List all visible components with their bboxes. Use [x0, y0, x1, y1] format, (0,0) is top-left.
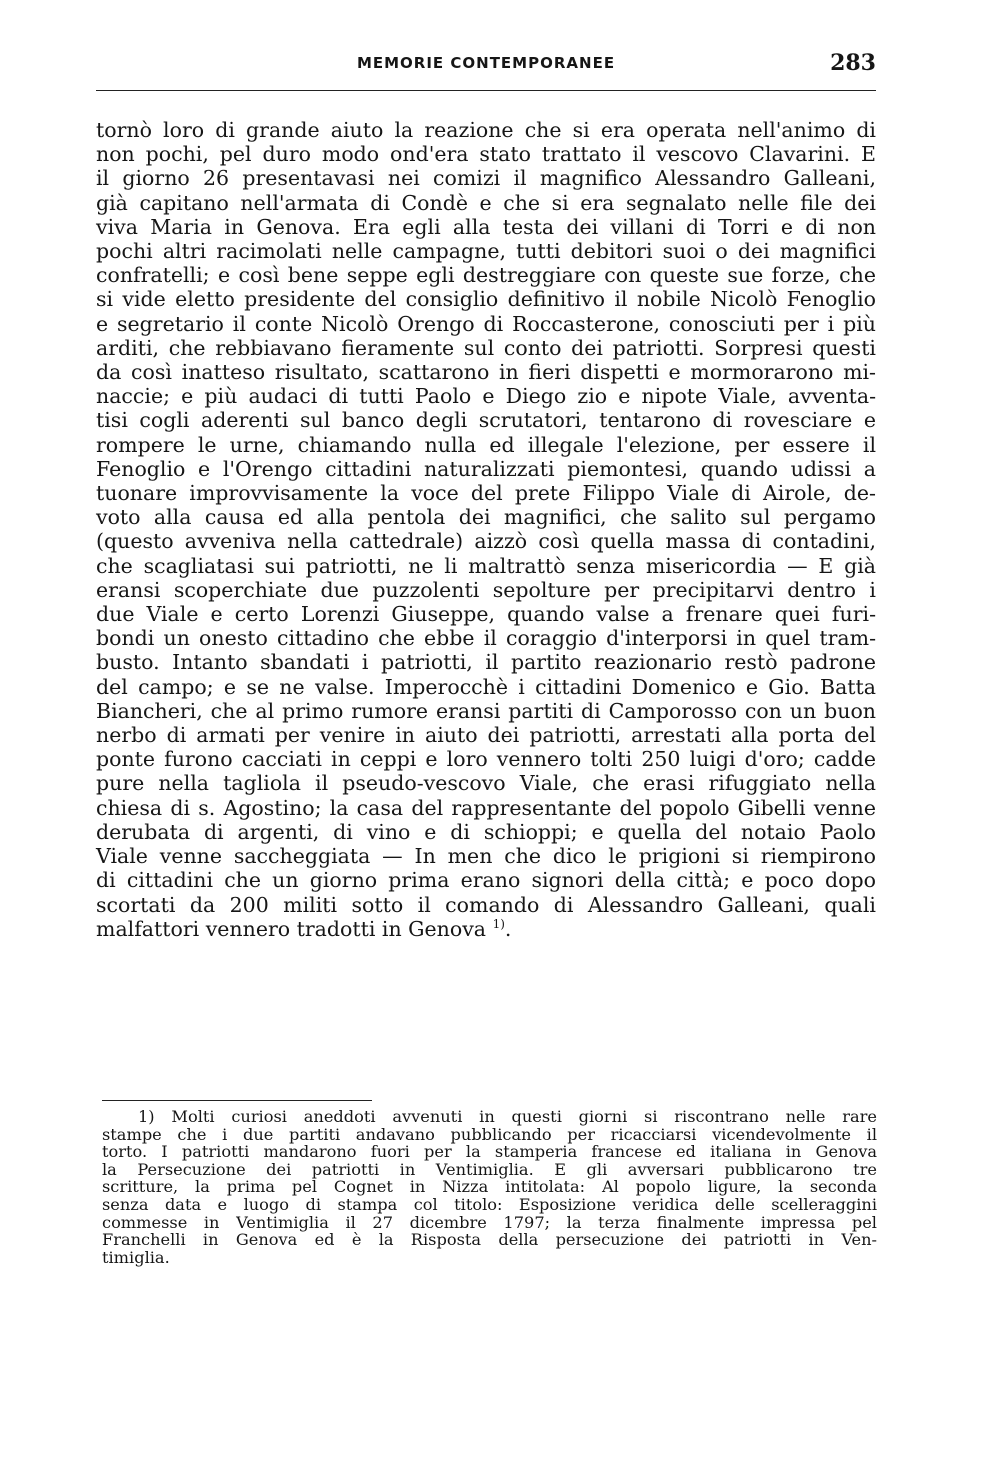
- page-number: 283: [830, 50, 876, 76]
- body-line: eransi scoperchiate due puzzolenti sepolture per precipitarvi dentro i: [96, 577, 876, 602]
- body-line: pochi altri racimolati nelle campagne, tutti debitori suoi o dei magnifici: [96, 239, 876, 264]
- body-line: e segretario il conte Nicolò Orengo di Roccasterone, conosciuti per i più: [96, 311, 876, 336]
- footnote-line: torto. I patriotti mandarono fuori per la stamperia francese ed italiana in Genova: [102, 1142, 877, 1162]
- body-line: si vide eletto presidente del consiglio definitivo il nobile Nicolò Fenoglio: [96, 287, 876, 312]
- body-line: tornò loro di grande aiuto la reazione che si era operata nell'animo di: [96, 118, 876, 142]
- running-head: [96, 50, 876, 80]
- running-title: MEMORIE CONTEMPORANEE: [356, 54, 616, 72]
- body-line: bondi un onesto cittadino che ebbe il coraggio d'interporsi in quel tram-: [96, 626, 876, 651]
- body-line: (questo avveniva nella cattedrale) aizzò così quella massa di contadini,: [96, 529, 876, 554]
- footnote-rule: [102, 1100, 372, 1101]
- body-line: scortati da 200 militi sotto il comando di Alessandro Galleani, quali: [96, 892, 876, 917]
- body-line: voto alla causa ed alla pentola dei magnifici, che salito sul pergamo: [96, 505, 876, 530]
- body-line: rompere le urne, chiamando nulla ed illegale l'elezione, per essere il: [96, 432, 876, 457]
- footnote-line: 1) Molti curiosi aneddoti avvenuti in questi giorni si riscontrano nelle rare: [138, 1107, 877, 1126]
- body-line: che scagliatasi sui patriotti, ne li maltrattò senza misericordia — E già: [96, 553, 876, 578]
- footnote-line: la Persecuzione dei patriotti in Ventimiglia. E gli avversari pubblicarono tre: [102, 1159, 877, 1179]
- body-line: da così inatteso risultato, scattarono in fieri dispetti e mormorarono mi-: [96, 360, 876, 385]
- body-line: confratelli; e così bene seppe egli destreggiare con queste sue forze, che: [96, 263, 876, 288]
- footnote-line: commesse in Ventimiglia il 27 dicembre 1797; la terza finalmente impressa pel: [102, 1212, 877, 1232]
- body-line: già capitano nell'armata di Condè e che si era segnalato nelle file dei: [96, 190, 876, 215]
- body-line: due Viale e certo Lorenzi Giuseppe, quando valse a frenare quei furi-: [96, 602, 876, 627]
- footnote-reference: 1): [492, 916, 505, 931]
- body-line: Biancheri, che al primo rumore eransi partiti di Camporosso con un buon: [96, 698, 876, 723]
- body-line-text: malfattori vennero tradotti in Genova: [96, 916, 487, 941]
- body-line: busto. Intanto sbandati i patriotti, il partito reazionario restò padrone: [96, 650, 876, 675]
- body-line: pure nella tagliola il pseudo-vescovo Viale, che erasi rifuggiato nella: [96, 771, 876, 796]
- footnote-line: scritture, la prima pel Cognet in Nizza intitolata: Al popolo ligure, la seconda: [102, 1177, 877, 1197]
- footnote-line: senza data e luogo di stampa col titolo: Esposizione veridica delle scelleraggini: [102, 1194, 877, 1214]
- body-line: di cittadini che un giorno prima erano signori della città; e poco dopo: [96, 868, 876, 893]
- closing-period: .: [504, 916, 512, 941]
- body-line: tuonare improvvisamente la voce del prete Filippo Viale di Airole, de-: [96, 481, 876, 506]
- footnote-line: Franchelli in Genova ed è la Risposta della persecuzione dei patriotti in Ven-: [102, 1230, 877, 1250]
- body-text: [96, 118, 876, 941]
- body-line: del campo; e se ne valse. Imperocchè i cittadini Domenico e Gio. Batta: [96, 674, 876, 699]
- body-line: tisi cogli aderenti sul banco degli scrutatori, tentarono di rovesciare e: [96, 408, 876, 433]
- body-line: Fenoglio e l'Orengo cittadini naturalizzati piemontesi, quando udissi a: [96, 456, 876, 481]
- body-line: il giorno 26 presentavasi nei comizi il magnifico Alessandro Galleani,: [96, 166, 876, 191]
- body-line: chiesa di s. Agostino; la casa del rappresentante del popolo Gibelli venne: [96, 795, 876, 820]
- footnote-line: stampe che i due partiti andavano pubblicando per ricacciarsi vicendevolmente il: [102, 1124, 877, 1144]
- body-line: non pochi, pel duro modo ond'era stato trattato il vescovo Clavarini. E: [96, 142, 876, 167]
- footnote: [102, 1108, 877, 1266]
- body-line: Viale venne saccheggiata — In men che dico le prigioni si riempirono: [96, 844, 876, 869]
- body-line: nerbo di armati per venire in aiuto dei patriotti, arrestati alla porta del: [96, 723, 876, 748]
- body-line: ponte furono cacciati in ceppi e loro vennero tolti 250 luigi d'oro; cadde: [96, 747, 876, 772]
- header-rule: [96, 90, 876, 91]
- body-line: naccie; e più audaci di tutti Paolo e Diego zio e nipote Viale, avventa-: [96, 384, 876, 409]
- body-line: viva Maria in Genova. Era egli alla testa dei villani di Torri e di non: [96, 214, 876, 239]
- body-line: arditi, che rebbiavano fieramente sul conto dei patriotti. Sorpresi questi: [96, 335, 876, 360]
- body-line: derubata di argenti, di vino e di schioppi; e quella del notaio Paolo: [96, 819, 876, 844]
- body-last-line: [96, 917, 876, 941]
- footnote-line: timiglia.: [102, 1247, 170, 1267]
